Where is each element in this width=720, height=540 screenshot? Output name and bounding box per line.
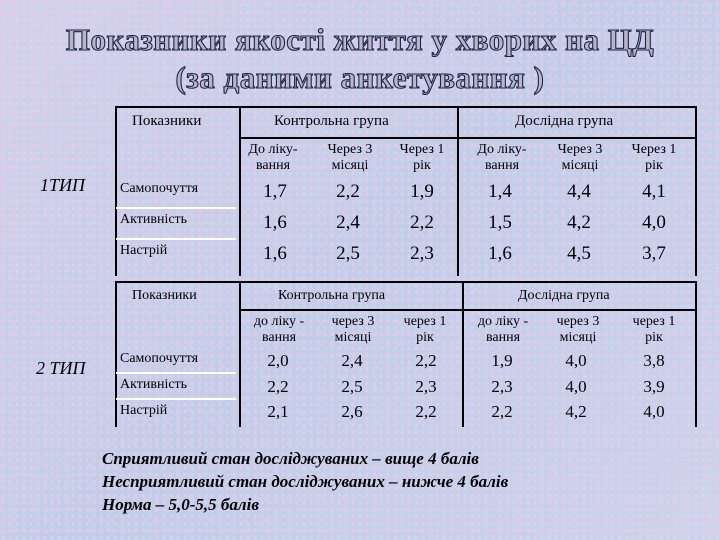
t2-row-label-wellbeing: Самопочуття (120, 351, 199, 366)
t1-cell: 1,9 (410, 181, 434, 202)
t2-cell: 1,9 (491, 351, 513, 370)
t2-cell: 4,0 (565, 377, 587, 396)
t2-row-divider-2 (116, 398, 236, 400)
t2-cell: 2,0 (267, 351, 289, 370)
t2-right-border (695, 281, 697, 427)
t2-col-divider-1 (239, 281, 241, 427)
t1-row-divider-2 (116, 238, 236, 240)
t2-cell: 2,3 (415, 377, 437, 396)
t1-cell: 4,1 (642, 181, 666, 202)
t2-sub-header-2: через 3 місяці (331, 314, 375, 345)
t1-col-divider-1 (239, 106, 241, 276)
t1-row-label-wellbeing: Самопочуття (120, 181, 199, 196)
t1-left-border (115, 106, 117, 276)
t1-cell: 1,4 (488, 181, 512, 202)
slide-title-line-1: Показники якості життя у хворих на ЦД (65, 22, 655, 57)
t2-header-control-group: Контрольна група (278, 288, 386, 303)
t2-header-indicators: Показники (132, 288, 197, 303)
type-1-label: 1ТИП (40, 175, 86, 195)
t2-cell: 2,2 (415, 402, 437, 421)
t1-cell: 1,6 (488, 243, 512, 264)
t1-header-indicators: Показники (132, 113, 202, 129)
t1-cell: 1,5 (488, 212, 512, 233)
note-unfavorable: Несприятливий стан досліджуваних – нижче 4 балів (102, 472, 509, 491)
t1-top-border (116, 106, 696, 108)
t2-cell: 4,2 (565, 402, 587, 421)
t1-cell: 1,6 (263, 243, 287, 264)
t1-row-label-activity: Активність (120, 212, 188, 227)
t1-row-label-mood: Настрій (120, 243, 168, 258)
t1-sub-header-2: Через 3 місяці (327, 142, 373, 173)
t1-cell: 4,0 (642, 212, 666, 233)
t1-cell: 2,2 (410, 212, 434, 233)
t1-cell: 4,2 (567, 212, 591, 233)
t2-cell: 2,3 (491, 377, 513, 396)
t2-sub-header-6: через 1 рік (632, 314, 676, 345)
t1-row-divider-1 (116, 207, 236, 209)
t1-col-divider-2 (457, 106, 459, 276)
t1-cell: 2,2 (336, 181, 360, 202)
t2-sub-header-1: до ліку - вання (253, 314, 305, 345)
t2-cell: 2,2 (491, 402, 513, 421)
t1-cell: 2,3 (410, 243, 434, 264)
t1-right-border (695, 106, 697, 276)
t2-left-border (115, 281, 117, 427)
t2-col-divider-2 (462, 281, 464, 427)
t1-sub-header-5: Через 3 місяці (557, 142, 603, 173)
slide-title-line-2: (за даними анкетування ) (175, 60, 545, 95)
t1-cell: 1,6 (263, 212, 287, 233)
type-2-label: 2 ТИП (36, 358, 86, 378)
t1-cell: 3,7 (642, 243, 666, 264)
t1-sub-header-4: До ліку- вання (477, 142, 527, 173)
t2-row-label-mood: Настрій (120, 403, 168, 418)
t2-cell: 2,2 (267, 377, 289, 396)
t2-cell: 2,4 (341, 351, 363, 370)
t2-cell: 3,9 (643, 377, 665, 396)
t1-sub-header-6: Через 1 рік (631, 142, 677, 173)
t2-cell: 4,0 (643, 402, 665, 421)
t1-header-divider (240, 137, 696, 139)
t2-top-border (116, 281, 696, 283)
t1-cell: 4,5 (567, 243, 591, 264)
note-norm: Норма – 5,0-5,5 балів (102, 495, 259, 514)
t2-cell: 2,1 (267, 402, 289, 421)
t2-row-label-activity: Активність (120, 377, 188, 392)
t2-cell: 2,5 (341, 377, 363, 396)
t2-row-divider-1 (116, 372, 236, 374)
t1-cell: 4,4 (567, 181, 591, 202)
t2-header-divider (240, 309, 696, 311)
t1-sub-header-3: Через 1 рік (399, 142, 445, 173)
t1-cell: 2,5 (336, 243, 360, 264)
t2-sub-header-3: через 1 рік (403, 314, 447, 345)
t1-sub-header-1: До ліку- вання (248, 142, 298, 173)
t2-sub-header-5: через 3 місяці (556, 314, 600, 345)
t1-header-study-group: Дослідна група (515, 113, 614, 129)
t2-cell: 3,8 (643, 351, 665, 370)
t1-cell: 2,4 (336, 212, 360, 233)
t2-cell: 2,6 (341, 402, 363, 421)
t2-sub-header-4: до ліку - вання (477, 314, 529, 345)
t2-header-study-group: Дослідна група (518, 288, 610, 303)
t2-cell: 4,0 (565, 351, 587, 370)
t1-header-control-group: Контрольна група (274, 113, 389, 129)
t2-cell: 2,2 (415, 351, 437, 370)
t1-cell: 1,7 (263, 181, 287, 202)
note-favorable: Сприятливий стан досліджуваних – вище 4 балів (102, 449, 479, 468)
